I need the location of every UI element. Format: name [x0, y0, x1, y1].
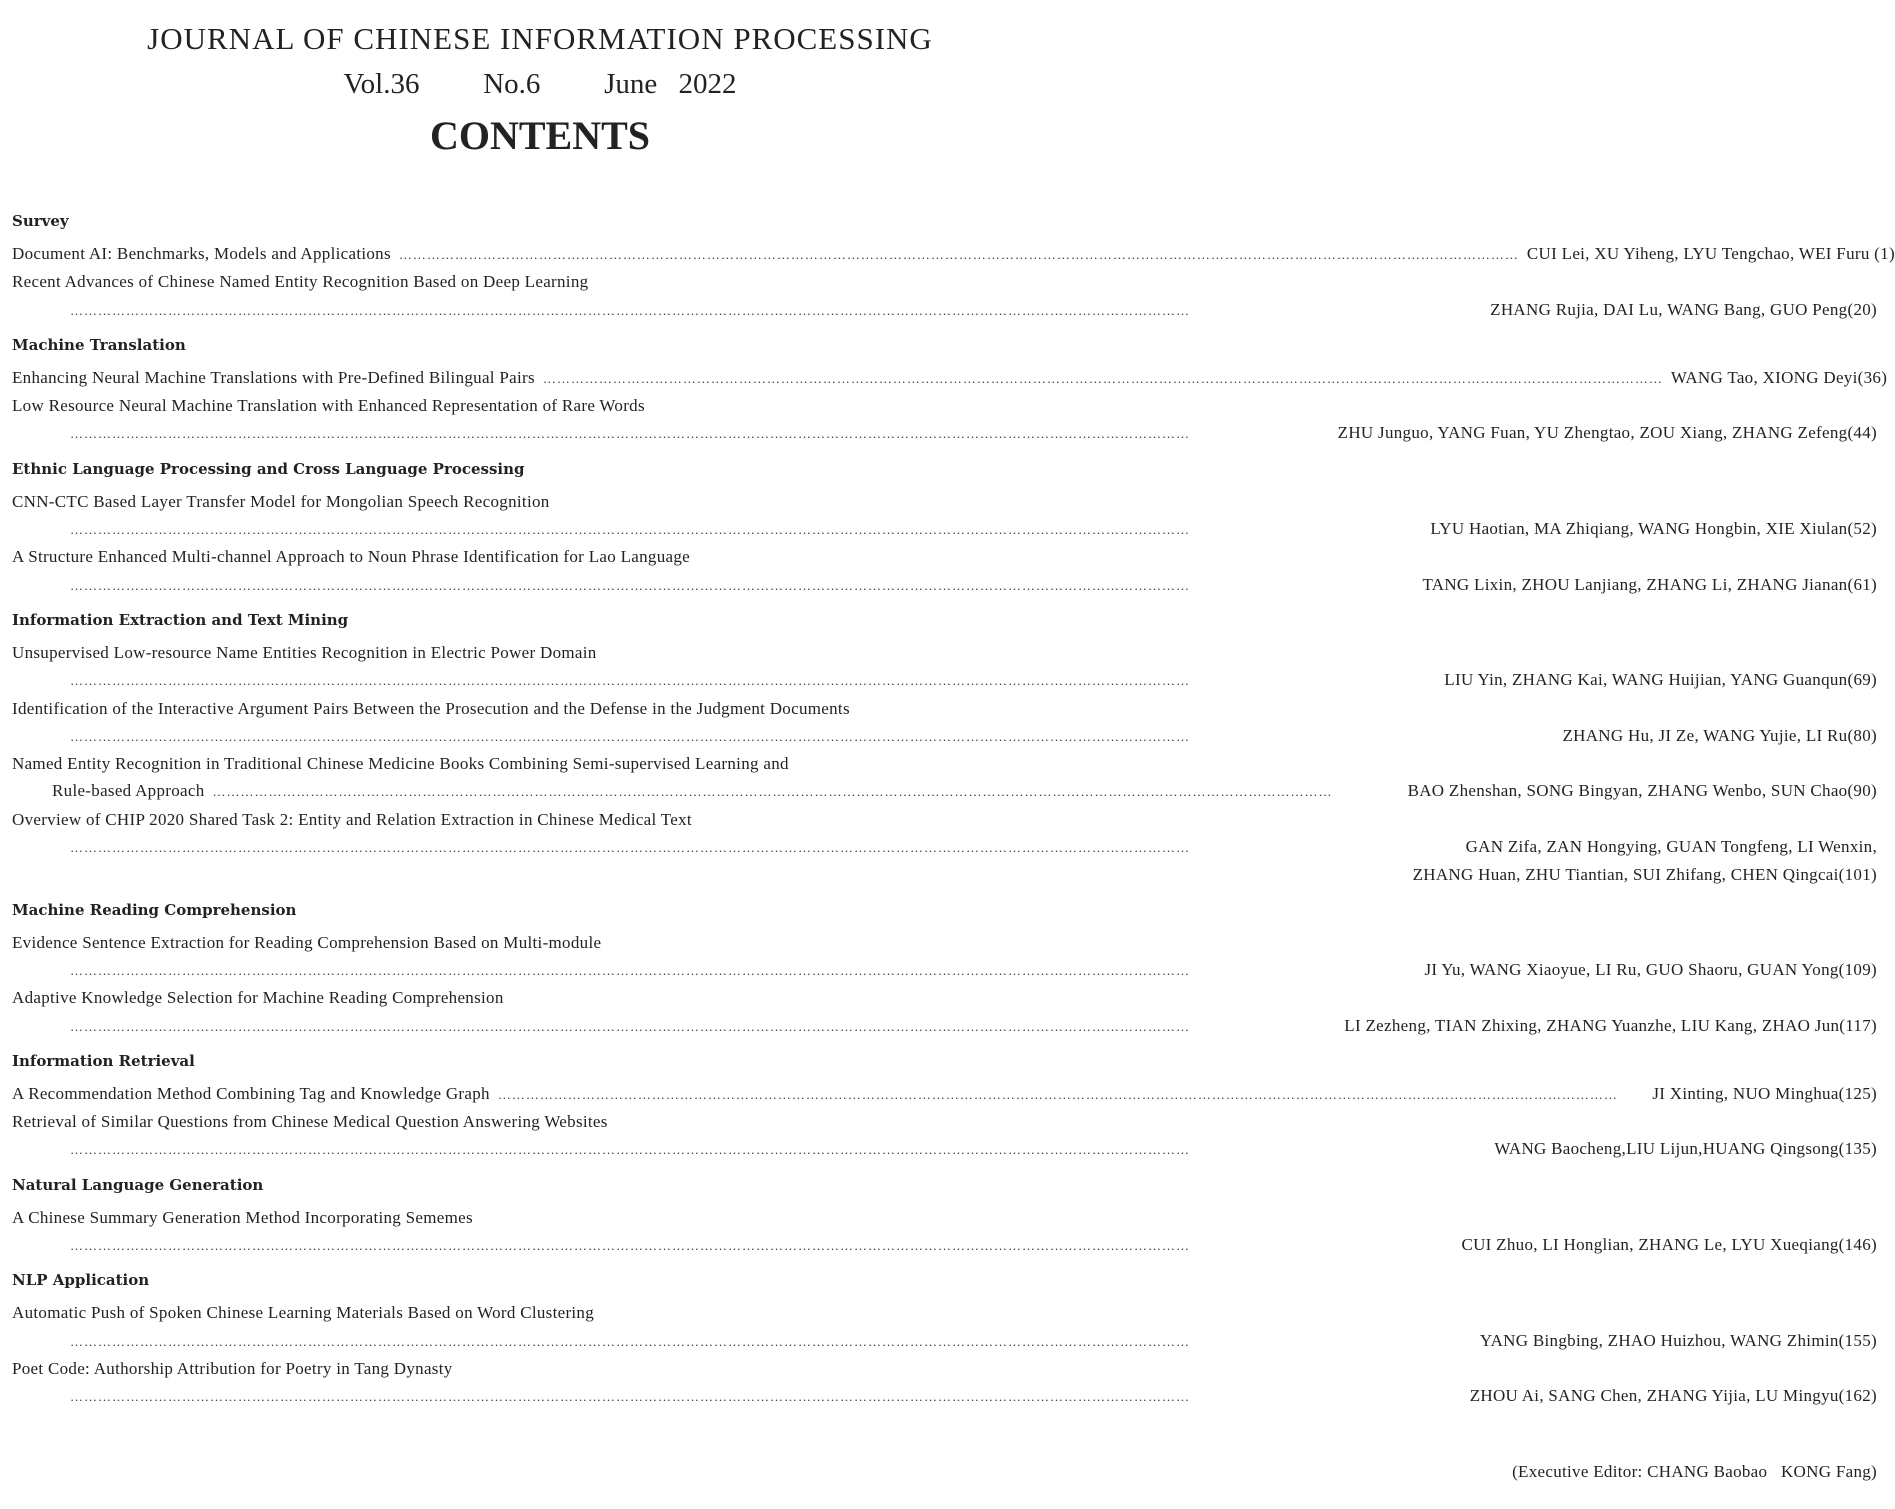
- article-title[interactable]: Retrieval of Similar Questions from Chinese Medical Question Answering Websites: [12, 1112, 608, 1132]
- article-authors: GAN Zifa, ZAN Hongying, GUAN Tongfeng, LI Wenxin,: [1465, 837, 1877, 857]
- article-authors: JI Xinting, NUO Minghua(125): [1652, 1083, 1877, 1103]
- toc-entry[interactable]: [12, 543, 1877, 599]
- toc-entry[interactable]: [12, 392, 1877, 448]
- toc-row: [12, 1231, 1877, 1259]
- toc-entry[interactable]: [12, 1204, 1877, 1260]
- article-title[interactable]: CNN-CTC Based Layer Transfer Model for Mongolian Speech Recognition: [12, 491, 550, 511]
- toc-row: [12, 1135, 1877, 1163]
- article-authors: CUI Lei, XU Yiheng, LYU Tengchao, WEI Furu (1): [1526, 244, 1895, 263]
- toc-row: [12, 1355, 1877, 1382]
- toc-row: [12, 364, 1888, 392]
- contents-heading: CONTENTS: [429, 113, 651, 158]
- toc-entry[interactable]: [12, 984, 1877, 1040]
- dot-leader: ……………………………………………………………………………………………………………………………………………………………………………………………………………………: [70, 577, 1190, 593]
- toc-row: [12, 515, 1877, 543]
- dot-leader: ……………………………………………………………………………………………………………………………………………………………………………………………………………………: [70, 1018, 1190, 1034]
- toc-entry[interactable]: [12, 268, 1877, 324]
- toc-row: [12, 240, 1895, 268]
- article-title[interactable]: Adaptive Knowledge Selection for Machine Reading Comprehension: [12, 988, 504, 1008]
- section-heading: Machine Translation: [12, 335, 186, 354]
- toc-row: [12, 956, 1877, 984]
- table-of-contents: [12, 200, 1895, 1411]
- toc-row: [12, 861, 1877, 888]
- toc-row: [12, 1108, 1877, 1135]
- toc-entry[interactable]: [12, 750, 1877, 806]
- toc-entry[interactable]: [12, 639, 1877, 695]
- toc-row: [12, 419, 1877, 447]
- dot-leader: ……………………………………………………………………………………………………………………………………………………………………………………………………………………: [212, 784, 1333, 800]
- section-heading: Natural Language Generation: [12, 1175, 264, 1194]
- article-authors: TANG Lixin, ZHOU Lanjiang, ZHANG Li, ZHANG Jianan(61): [1422, 574, 1877, 594]
- article-title[interactable]: Low Resource Neural Machine Translation with Enhanced Representation of Rare Words: [12, 396, 645, 416]
- dot-leader: ……………………………………………………………………………………………………………………………………………………………………………………………………………………: [70, 673, 1190, 689]
- article-authors: JI Yu, WANG Xiaoyue, LI Ru, GUO Shaoru, GUAN Yong(109): [1424, 959, 1877, 979]
- toc-entry[interactable]: [12, 1299, 1877, 1355]
- article-title[interactable]: A Structure Enhanced Multi-channel Approach to Noun Phrase Identification for Lao Language: [12, 547, 690, 567]
- toc-entry[interactable]: [12, 1355, 1877, 1411]
- toc-entry[interactable]: [12, 929, 1877, 985]
- article-authors: BAO Zhenshan, SONG Bingyan, ZHANG Wenbo, SUN Chao(90): [1407, 781, 1877, 801]
- article-authors: WANG Baocheng,LIU Lijun,HUANG Qingsong(135): [1494, 1139, 1877, 1159]
- header: [0, 0, 1080, 164]
- toc-row: [12, 750, 1877, 777]
- article-title[interactable]: Identification of the Interactive Argument Pairs Between the Prosecution and the Defense in the Judgment Documents: [12, 698, 850, 718]
- article-authors: ZHANG Rujia, DAI Lu, WANG Bang, GUO Peng(20): [1490, 299, 1877, 319]
- article-title[interactable]: Recent Advances of Chinese Named Entity Recognition Based on Deep Learning: [12, 272, 589, 292]
- article-authors: LIU Yin, ZHANG Kai, WANG Huijian, YANG Guanqun(69): [1444, 670, 1877, 690]
- section-heading: Information Extraction and Text Mining: [12, 610, 349, 629]
- toc-row: [12, 1012, 1877, 1040]
- toc-row: [12, 571, 1877, 599]
- dot-leader: ……………………………………………………………………………………………………………………………………………………………………………………………………………………: [398, 247, 1519, 262]
- article-title[interactable]: Poet Code: Authorship Attribution for Poetry in Tang Dynasty: [12, 1358, 453, 1378]
- article-authors: ZHANG Huan, ZHU Tiantian, SUI Zhifang, CHEN Qingcai(101): [1412, 865, 1877, 885]
- dot-leader: ……………………………………………………………………………………………………………………………………………………………………………………………………………………: [70, 426, 1190, 442]
- toc-row: [12, 543, 1877, 570]
- section-heading: Machine Reading Comprehension: [12, 900, 297, 919]
- article-title[interactable]: Enhancing Neural Machine Translations with Pre-Defined Bilingual Pairs: [12, 367, 535, 387]
- article-authors: ZHOU Ai, SANG Chen, ZHANG Yijia, LU Mingyu(162): [1469, 1386, 1877, 1406]
- toc-entry[interactable]: [12, 488, 1877, 544]
- section-heading: Ethnic Language Processing and Cross Language Processing: [12, 459, 525, 478]
- toc-row: [12, 806, 1877, 833]
- dot-leader: ……………………………………………………………………………………………………………………………………………………………………………………………………………………: [497, 1086, 1618, 1102]
- dot-leader: ……………………………………………………………………………………………………………………………………………………………………………………………………………………: [70, 962, 1190, 978]
- article-title[interactable]: Rule-based Approach: [52, 781, 205, 801]
- dot-leader: ……………………………………………………………………………………………………………………………………………………………………………………………………………………: [70, 522, 1190, 538]
- toc-entry[interactable]: [12, 1080, 1877, 1108]
- toc-row: [12, 695, 1877, 722]
- article-authors: ZHANG Hu, JI Ze, WANG Yujie, LI Ru(80): [1562, 725, 1877, 745]
- dot-leader: ……………………………………………………………………………………………………………………………………………………………………………………………………………………: [70, 1333, 1190, 1349]
- toc-row: [12, 1080, 1877, 1108]
- dot-leader: ……………………………………………………………………………………………………………………………………………………………………………………………………………………: [70, 302, 1190, 318]
- toc-entry[interactable]: [12, 695, 1877, 751]
- article-title[interactable]: Evidence Sentence Extraction for Reading Comprehension Based on Multi-module: [12, 932, 602, 952]
- toc-row: [12, 268, 1877, 295]
- toc-entry[interactable]: [12, 364, 1888, 392]
- toc-row: [12, 488, 1877, 515]
- section-heading: Survey: [12, 212, 69, 230]
- toc-entry[interactable]: [12, 1108, 1877, 1164]
- toc-entry[interactable]: [12, 806, 1877, 889]
- toc-row: [12, 296, 1877, 324]
- article-authors: LYU Haotian, MA Zhiqiang, WANG Hongbin, XIE Xiulan(52): [1430, 519, 1877, 539]
- dot-leader: ……………………………………………………………………………………………………………………………………………………………………………………………………………………: [70, 1142, 1190, 1158]
- article-authors: CUI Zhuo, LI Honglian, ZHANG Le, LYU Xueqiang(146): [1461, 1235, 1877, 1255]
- dot-leader: ……………………………………………………………………………………………………………………………………………………………………………………………………………………: [542, 370, 1663, 386]
- toc-row: [12, 1382, 1877, 1410]
- article-authors: YANG Bingbing, ZHAO Huizhou, WANG Zhimin(155): [1479, 1330, 1877, 1350]
- journal-title: JOURNAL OF CHINESE INFORMATION PROCESSING: [147, 21, 933, 56]
- toc-row: [12, 722, 1877, 750]
- issue-info: Vol.36 No.6 June 2022: [343, 68, 737, 100]
- toc-entry[interactable]: [12, 240, 1895, 268]
- toc-row: [12, 1204, 1877, 1231]
- article-authors: LI Zezheng, TIAN Zhixing, ZHANG Yuanzhe, LIU Kang, ZHAO Jun(117): [1344, 1015, 1877, 1035]
- toc-row: [12, 666, 1877, 694]
- toc-row: [12, 833, 1877, 861]
- section-heading: NLP Application: [12, 1271, 150, 1290]
- toc-row: [12, 392, 1877, 419]
- toc-row: [12, 639, 1877, 666]
- article-title[interactable]: Document AI: Benchmarks, Models and Applications: [12, 244, 391, 263]
- dot-leader: ……………………………………………………………………………………………………………………………………………………………………………………………………………………: [70, 1238, 1190, 1254]
- toc-row: [12, 984, 1877, 1011]
- article-title[interactable]: A Chinese Summary Generation Method Incorporating Sememes: [12, 1207, 473, 1227]
- dot-leader: ……………………………………………………………………………………………………………………………………………………………………………………………………………………: [70, 840, 1190, 856]
- dot-leader: ……………………………………………………………………………………………………………………………………………………………………………………………………………………: [70, 728, 1190, 744]
- article-title[interactable]: Unsupervised Low-resource Name Entities Recognition in Electric Power Domain: [12, 642, 597, 662]
- dot-leader: ……………………………………………………………………………………………………………………………………………………………………………………………………………………: [70, 1389, 1190, 1405]
- toc-row: [12, 1299, 1877, 1326]
- article-title[interactable]: Named Entity Recognition in Traditional Chinese Medicine Books Combining Semi-supervised Learning and: [12, 754, 789, 774]
- toc-row: [12, 1327, 1877, 1355]
- article-title[interactable]: A Recommendation Method Combining Tag and Knowledge Graph: [12, 1083, 490, 1103]
- article-authors: WANG Tao, XIONG Deyi(36): [1670, 367, 1888, 387]
- toc-row: [12, 929, 1877, 956]
- article-authors: ZHU Junguo, YANG Fuan, YU Zhengtao, ZOU Xiang, ZHANG Zefeng(44): [1337, 423, 1877, 443]
- article-title[interactable]: Overview of CHIP 2020 Shared Task 2: Entity and Relation Extraction in Chinese Medical Text: [12, 809, 692, 829]
- section-heading: Information Retrieval: [12, 1051, 195, 1070]
- executive-editor: (Executive Editor: CHANG Baobao KONG Fang): [1512, 1462, 1877, 1481]
- article-title[interactable]: Automatic Push of Spoken Chinese Learning Materials Based on Word Clustering: [12, 1303, 595, 1323]
- toc-row: [12, 777, 1877, 805]
